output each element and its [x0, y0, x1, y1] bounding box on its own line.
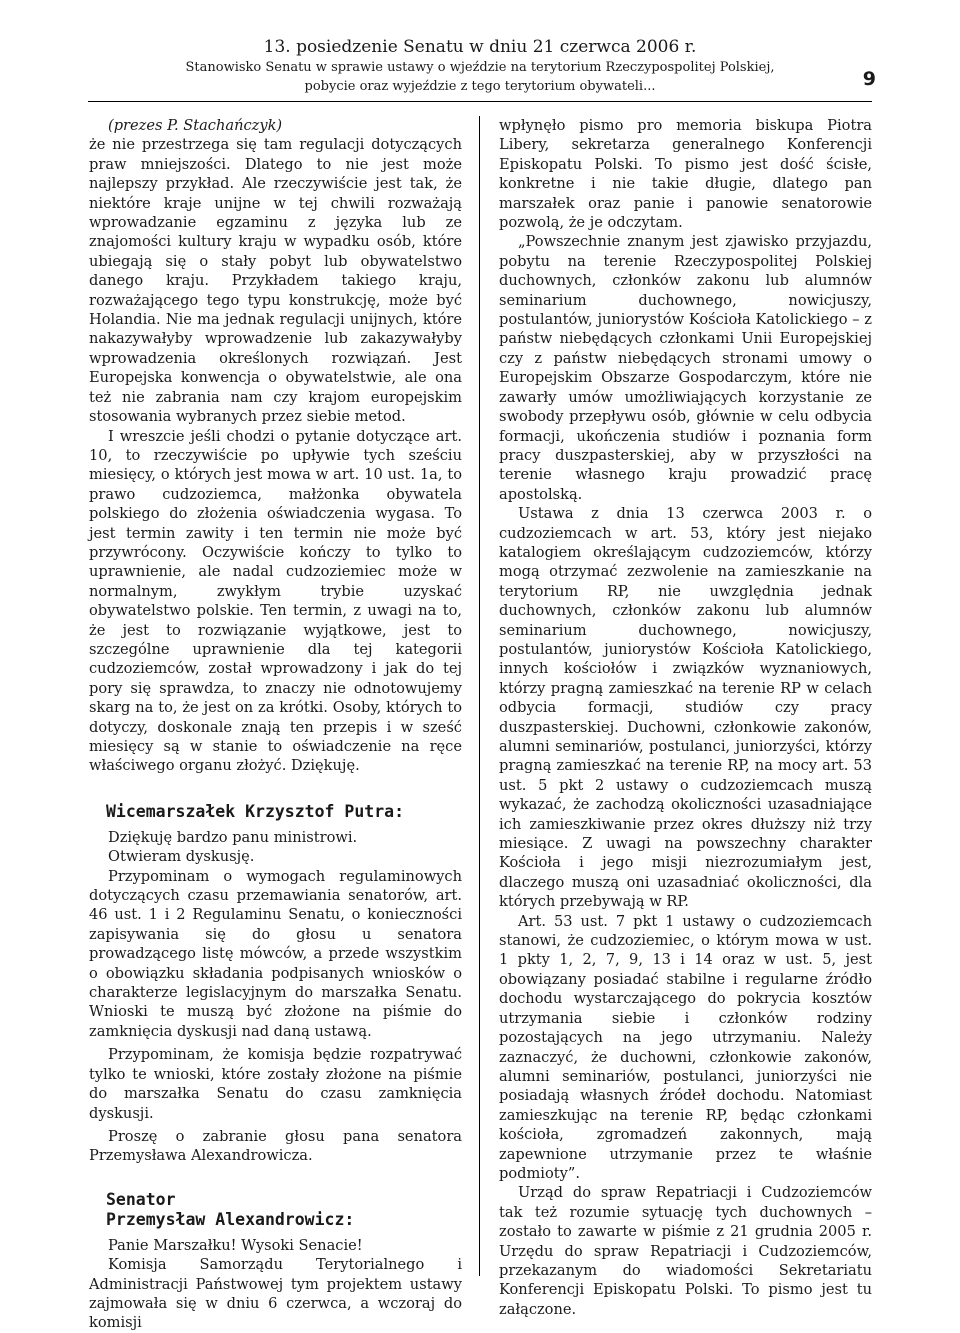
column-divider — [479, 116, 480, 1276]
paragraph: że nie przestrzega się tam regulacji dotyczących praw mniejszości. Dlatego to nie jest może najlepszy przykład. Ale rzeczywiście jest tak, że niektóre kraje unijne w tej chwili rozważają wprowadzanie egzaminu z języka lub ze znajomości kultury kraju w wypadku osób, które ubiegają się o stały pobyt lub obywatelstwo danego kraju. Przykładem takiego kraju, rozważającego tego typu konstrukcję, może być Holandia. Nie ma jednak regulacji unijnych, które nakazywałyby wprowadzenie lub zakazywałyby wprowadzenia określonych rozwiązań. Jest Europejska konwencja o obywatelstwie, ale ona też nie zabrania nam czy krajom europejskim stosowania wybranych przez siebie metod. — [89, 136, 462, 426]
speaker-heading: Wicemarszałek Krzysztof Putra: — [106, 801, 405, 821]
paragraph: I wreszcie jeśli chodzi o pytanie dotyczące art. 10, to rzeczywiście po upływie tych sześciu miesięcy, o których jest mowa w art. 10 ust. 1a, to prawo cudzoziemca, małżonka obywatela polskiego do złożenia oświadczenia wygasa. To jest termin zawity i ten termin nie może być przywrócony. Oczywiście kończy to tylko to uprawnienie, ale nadal cudzoziemiec może w normalnym, zwykłym trybie uzyskać obywatelstwo polskie. Ten termin, z uwagi na to, że jest to rozwiązanie wyjątkowe, jest to szczególne uprawnienie dla tej kategorii cudzoziemców, został wprowadzony i jak do tej pory się sprawdza, to znaczy nie odnotowujemy skarg na to, że jest on za krótki. Osoby, których to dotyczy, doskonale znają ten przepis i w sześć miesięcy są w stanie to oświadczenie na ręce właściwego organu złożyć. Dziękuję. — [89, 427, 462, 775]
header-subtitle-line-2: pobycie oraz wyjeździe z tego terytorium obywateli... — [304, 79, 656, 94]
speaker-name: Przemysław Alexandrowicz: — [106, 1209, 355, 1229]
left-column — [89, 116, 462, 1333]
paragraph: Dziękuję bardzo panu ministrowi. — [108, 828, 358, 846]
speaker-reference: (prezes P. Stachańczyk) — [108, 117, 283, 134]
page-number: 9 — [862, 68, 876, 90]
header-title: 13. posiedzenie Senatu w dniu 21 czerwca 2006 r. — [263, 37, 697, 57]
paragraph: „Powszechnie znanym jest zjawisko przyjazdu, pobytu na terenie Rzeczypospolitej Polskiej duchownych, członków zakonu lub alumnów seminarium duchownego, nowicjuszy, postulantów, juniorystów Kościoła Katolickiego – z państw niebędących członkami Unii Europejskiej czy z państw niebędących stronami umowy o Europejskim Obszarze Gospodarczym, które nie zawarły umów umożliwiających korzystanie ze swobody przepływu osób, głównie w celu odbycia formacji, ukończenia studiów i poznania form pracy duszpasterskiej, aby w przyszłości na terenie własnego kraju prowadzić pracę apostolską. — [499, 233, 872, 503]
running-header — [0, 36, 960, 96]
speaker-title: Senator — [106, 1189, 176, 1209]
right-column — [499, 116, 872, 1319]
paragraph: Otwieram dyskusję. — [108, 848, 255, 866]
paragraph: Przypominam, że komisja będzie rozpatrywać tylko te wnioski, które zostały złożone na piśmie do marszałka Senatu do czasu zamknięcia dyskusji. — [89, 1046, 462, 1122]
paragraph: Art. 53 ust. 7 pkt 1 ustawy o cudzoziemcach stanowi, że cudzoziemiec, o którym mowa w ust. 1 pkty 1, 2, 7, 9, 13 i 14 oraz w ust. 5, jest obowiązany posiadać stabilne i regularne źródło dochodu wystarczającego do pokrycia kosztów utrzymania siebie i członków rodziny pozostających na jego utrzymaniu. Należy zaznaczyć, że duchowni, członkowie zakonów, alumni seminariów, postulanci, juniorzyści nie posiadają własnych źródeł dochodu. Natomiast zamieszkując na terenie RP, będąc członkami kościoła, zgromadzeń zakonnych, mają zapewnione utrzymanie przez te właśnie podmioty”. — [499, 912, 872, 1182]
paragraph: Proszę o zabranie głosu pana senatora Przemysława Alexandrowicza. — [89, 1127, 462, 1165]
paragraph: wpłynęło pismo pro memoria biskupa Piotra Libery, sekretarza generalnego Konferencji Episkopatu Polski. To pismo jest dość ścisłe, konkretne i nie takie długie, dlatego pan marszałek oraz panie i panowie senatorowie pozwolą, że je odczytam. — [499, 117, 872, 232]
paragraph: Urząd do spraw Repatriacji i Cudzoziemców tak też rozumie sytuację tych duchownych – zostało to zawarte w piśmie z 21 grudnia 2005 r. Urzędu do spraw Repatriacji i Cudzoziemców, przekazanym do wiadomości Sekretariatu Konferencji Episkopatu Polski. To pismo jest tu załączone. — [499, 1184, 872, 1318]
paragraph: Komisja Samorządu Terytorialnego i Administracji Państwowej tym projektem ustawy zajmowała się w dniu 6 czerwca, a wczoraj do komisji — [89, 1256, 462, 1332]
header-subtitle-line-1: Stanowisko Senatu w sprawie ustawy o wjeździe na terytorium Rzeczypospolitej Polskiej, — [185, 60, 775, 75]
header-divider — [88, 101, 872, 102]
paragraph: Przypominam o wymogach regulaminowych dotyczących czasu przemawiania senatorów, art. 46 ust. 1 i 2 Regulaminu Senatu, o konieczności zapisywania się do głosu u senatora prowadzącego listę mówców, a przede wszystkim o obowiązku składania podpisanych wniosków o charakterze legislacyjnym do marszałka Senatu. Wnioski te muszą być złożone na piśmie do zamknięcia dyskusji nad daną ustawą. — [89, 867, 462, 1040]
paragraph: Panie Marszałku! Wysoki Senacie! — [108, 1236, 363, 1254]
speaker-heading — [106, 1190, 462, 1230]
paragraph: Ustawa z dnia 13 czerwca 2003 r. o cudzoziemcach w art. 53, który jest niejako katalogiem określającym cudzoziemców, którzy mogą otrzymać zezwolenie na zamieszkanie na terytorium RP, nie uwzględnia jednak duchownych, członków zakonu lub alumnów seminarium duchownego, nowicjuszy, postulantów, juniorystów Kościoła Katolickiego, innych kościołów i związków wyznaniowych, którzy pragną zamieszkać na terenie RP w celach odbycia formacji, studiów czy pracy duszpasterskiej. Duchowni, członkowie zakonów, alumni seminariów, postulanci, juniorzyści, którzy pragną zamieszkać na terenie RP, na mocy art. 53 ust. 5 pkt 2 ustawy o cudzoziemcach muszą wykazać, że zachodzą okoliczności uzasadniające ich zamieszkiwanie przez okres dłuższy niż trzy miesiące. Z uwagi na powszechny charakter Kościoła i jego misji niezrozumiałym jest, dlaczego muszą oni uzasadniać okoliczności, dla których przebywają w RP. — [499, 505, 872, 911]
